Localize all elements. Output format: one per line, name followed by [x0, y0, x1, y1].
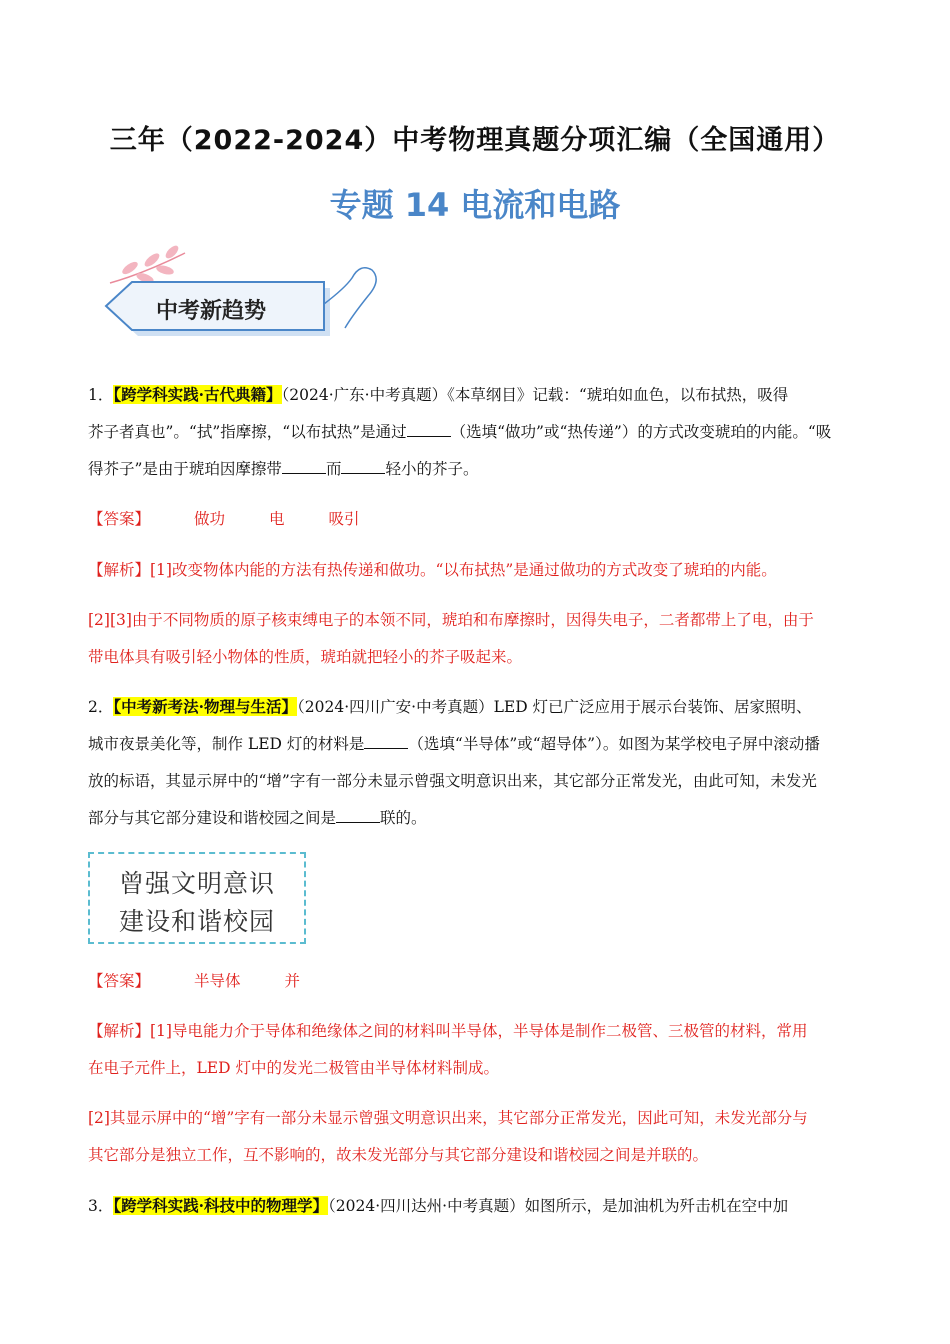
- q1-analysis-1: 【解析】[1]改变物体内能的方法有热传递和做功。“以布拭热”是通过做功的方式改变了琥珀的内能。: [88, 561, 777, 579]
- q2-answer: [88, 963, 868, 1000]
- slogan-line-1: 曾强文明意识: [118, 869, 275, 898]
- q1-blank-1[interactable]: [407, 422, 451, 437]
- q1-line-2: [88, 414, 868, 451]
- q1-text-2b: （选填“做功”或“热传递”）的方式改变琥珀的内能。“吸: [450, 423, 832, 441]
- analysis-line: [2]其显示屏中的“增”字有一部分未显示曾强文明意识出来，其它部分正常发光，因此可知，未发光部分与: [88, 1109, 808, 1127]
- question-1: [88, 376, 868, 488]
- q2-text-4a: 部分与其它部分建设和谐校园之间是: [88, 809, 337, 827]
- page-title: 三年（2022-2024）中考物理真题分项汇编（全国通用）: [109, 125, 841, 156]
- q1-blank-2[interactable]: [282, 459, 326, 474]
- q1-line-3: [88, 451, 868, 488]
- q2-text-2b: （选填“半导体”或“超导体”）。如图为某学校电子屏中滚动播: [408, 735, 820, 753]
- question-3: [88, 1187, 868, 1225]
- q2-text-1: （2024·四川广安·中考真题）LED 灯已广泛应用于展示台装饰、居家照明、: [297, 698, 812, 716]
- q1-number: 1．: [88, 386, 114, 404]
- q2-line-3: 放的标语，其显示屏中的“增”字有一部分未显示曾强文明意识出来，其它部分正常发光，由此可知，未发光: [88, 772, 817, 790]
- q2-text-2a: 城市夜景美化等，制作 LED 灯的材料是: [88, 735, 365, 753]
- slogan-line-2: 建设和谐校园: [118, 907, 275, 936]
- q2-line-2: [88, 726, 868, 763]
- topic-subtitle: 专题 14 电流和电路: [329, 186, 621, 224]
- answer-value: 做功: [194, 510, 226, 528]
- q3-number: 3．: [88, 1197, 114, 1215]
- q1-analysis-2: [88, 602, 868, 676]
- q1-tag: 【跨学科实践·古代典籍】: [113, 385, 282, 404]
- analysis-line: 带电体具有吸引轻小物体的性质，琥珀就把轻小的芥子吸起来。: [88, 648, 523, 666]
- q1-text-2a: 芥子者真也”。“拭”指摩擦，“以布拭热”是通过: [88, 423, 407, 441]
- slogan-figure: [88, 852, 306, 944]
- q3-line-1: [88, 1187, 868, 1225]
- q2-analysis-2: [88, 1100, 868, 1174]
- analysis-line: 其它部分是独立工作，互不影响的，故未发光部分与其它部分建设和谐校园之间是并联的。: [88, 1146, 709, 1164]
- analysis-line: 在电子元件上，LED 灯中的发光二极管由半导体材料制成。: [88, 1059, 499, 1077]
- q1-text-3a: 得芥子”是由于琥珀因摩擦带: [88, 460, 282, 478]
- q1-text-3c: 轻小的芥子。: [385, 460, 479, 478]
- trend-banner: [90, 238, 390, 358]
- analysis-line: [2][3]由于不同物质的原子核束缚电子的本领不同，琥珀和布摩擦时，因得失电子，二者都带上了电，由于: [88, 611, 814, 629]
- answer-value: 半导体: [194, 972, 241, 990]
- q3-text-1: （2024·四川达州·中考真题）如图所示，是加油机为歼击机在空中加: [328, 1197, 789, 1215]
- q2-line-4: [88, 800, 868, 837]
- q2-number: 2．: [88, 698, 114, 716]
- answer-value: 吸引: [328, 510, 360, 528]
- banner-label: 中考新趋势: [156, 299, 267, 324]
- q1-blank-3[interactable]: [341, 459, 385, 474]
- question-2: [88, 688, 868, 837]
- q2-tag: 【中考新考法·物理与生活】: [113, 697, 298, 716]
- q2-blank-2[interactable]: [336, 808, 380, 823]
- q3-tag: 【跨学科实践·科技中的物理学】: [113, 1196, 329, 1215]
- q2-analysis-1: [88, 1013, 868, 1087]
- q2-text-4b: 联的。: [380, 809, 427, 827]
- q1-text-1: （2024·广东·中考真题）《本草纲目》记载：“琥珀如血色，以布拭热，吸得: [281, 386, 789, 404]
- q1-line-1: [88, 376, 868, 414]
- answer-value: 电: [269, 510, 285, 528]
- q1-text-3b: 而: [325, 460, 342, 478]
- answer-label: 【答案】: [88, 510, 151, 528]
- q2-blank-1[interactable]: [364, 734, 408, 749]
- answer-value: 并: [284, 972, 301, 990]
- q2-line-1: [88, 688, 868, 726]
- q1-answer: [88, 501, 868, 538]
- analysis-line: 【解析】[1]导电能力介于导体和绝缘体之间的材料叫半导体，半导体是制作二极管、三极管的材料，常用: [88, 1022, 808, 1040]
- answer-label: 【答案】: [88, 972, 151, 990]
